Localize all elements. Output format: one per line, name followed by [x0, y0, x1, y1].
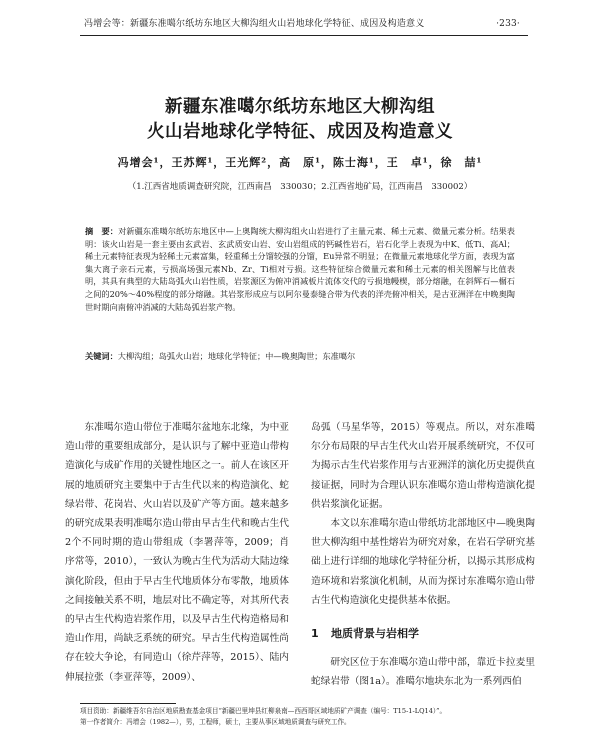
article-title-line-2: 火山岩地球化学特征、成因及构造意义: [147, 122, 453, 142]
section-heading: [311, 624, 535, 643]
running-head-authors: 冯增会等：: [84, 19, 131, 29]
keywords-text: 大柳沟组；岛弧火山岩；地球化学特征；中—晚奥陶世；东准噶尔: [117, 351, 356, 361]
section-number: 1: [311, 627, 319, 641]
keywords: [85, 350, 515, 363]
body-column-left: [65, 418, 289, 687]
section-title: 地质背景与岩相学: [331, 627, 419, 641]
footnote-funding: 项目资助：新疆维吾尔自治区地质勘查基金项目“新疆巴里坤县红柳泉南—西西哥区域地质矿产调查（编号：T15-1-LQ14）”。: [80, 707, 447, 715]
abstract-text: 对新疆东准噶尔纸坊东地区中—上奥陶统大柳沟组火山岩进行了主量元素、稀土元素、微量元素分析。结果表明：该火山岩是一套主要由玄武岩、玄武质安山岩、安山岩组成的钙碱性岩石，岩石化学上表现为中K、低Ti、高Al；稀土元素特征表现为轻稀土元素富集，轻重稀土分馏较强的分馏，Eu异常不明显；在微量元素地球化学方面，表现为富集大离子亲石元素，亏损高场强元素Nb、Zr、Ti相对亏损。这些特征综合微量元素和稀土元素的相关图解与比值表明，其具有典型的大陆岛弧火山岩性质，岩浆源区为俯冲消减板片流体交代的亏损地幔楔，部分熔融，在斜辉石—榍石之间的20%～40%程度的部分熔融。其岩浆形成应与以阿尔曼泰缝合带为代表的洋壳俯冲相关，是古亚洲洋在中晚奥陶世时期向南俯冲消减的大陆岛弧岩浆产物。: [85, 226, 515, 312]
footnote-author-bio: 第一作者简介：冯增会（1982—），男，工程师，硕士，主要从事区域地质调查与研究工作。: [80, 718, 351, 726]
abstract: [85, 225, 515, 313]
body-paragraph: 本文以东准噶尔造山带纸坊北部地区中—晚奥陶世大柳沟组中基性熔岩为研究对象，在岩石学研究基础上进行详细的地球化学特征分析，以揭示其形成构造环境和岩浆演化机制，从而为探讨东准噶尔造山带古生代构造演化史提供基本依据。: [311, 518, 535, 606]
keywords-label: 关键词：: [85, 351, 118, 361]
page-number: ·233·: [496, 19, 520, 29]
footnote-rule: [80, 703, 176, 704]
running-head-citation: [84, 16, 424, 32]
body-paragraph: 东准噶尔造山带位于准噶尔盆地东北缘，为中亚造山带的重要组成部分，是认识与了解中亚造山带构造演化与成矿作用的关键性地区之一。前人在该区开展的地质研究主要集中于古生代以来的构造演化、蛇绿岩带、花岗岩、火山岩以及矿产等方面。越来越多的研究成果表明准噶尔造山带由早古生代和晚古生代2个不同时期的造山带组成（李署萍等，2009；肖序常等，2010），一致认为晚古生代为活动大陆边缘演化阶段，但由于早古生代地质体分布零散，地质体之间接触关系不明，地层对比不确定等，对其所代表的早古生代构造岩浆作用，以及早古生代构造格局和造山作用，尚缺乏系统的研究。早古生代构造属性尚存在较大争论，有同造山（徐芹萍等，2015）、陆内伸展拉张（李亚萍等，2009）、: [65, 422, 289, 683]
affiliation: （1.江西省地质调查研究院，江西南昌 330030；2.江西省地矿局，江西南昌 330002）: [127, 182, 473, 192]
header-rule: [80, 35, 528, 36]
author-list: 冯增会¹，王苏辉¹，王光辉²，高 原¹，陈士海¹，王 卓¹，徐 喆¹: [117, 156, 483, 169]
article-title-line-1: 新疆东准噶尔纸坊东地区大柳沟组: [165, 97, 435, 117]
running-head: [84, 16, 520, 32]
body-column-right: [311, 418, 535, 692]
body-paragraph: 研究区位于东准噶尔造山带中部，靠近卡拉麦里蛇绿岩带（图1a）。准噶尔地块东北为一系列西伯: [311, 657, 535, 688]
running-head-title: 新疆东准噶尔纸坊东地区大柳沟组火山岩地球化学特征、成因及构造意义: [130, 19, 425, 29]
abstract-label: 摘 要：: [85, 226, 119, 236]
body-paragraph-continued: 岛弧（马星华等，2015）等观点。所以，对东准噶尔分布局限的早古生代火山岩开展系统研究，不仅可为揭示古生代岩浆作用与古亚洲洋的演化历史提供直接证据，同时为合理认识东准噶尔造山带构造演化提供岩浆演化证据。: [311, 422, 535, 510]
